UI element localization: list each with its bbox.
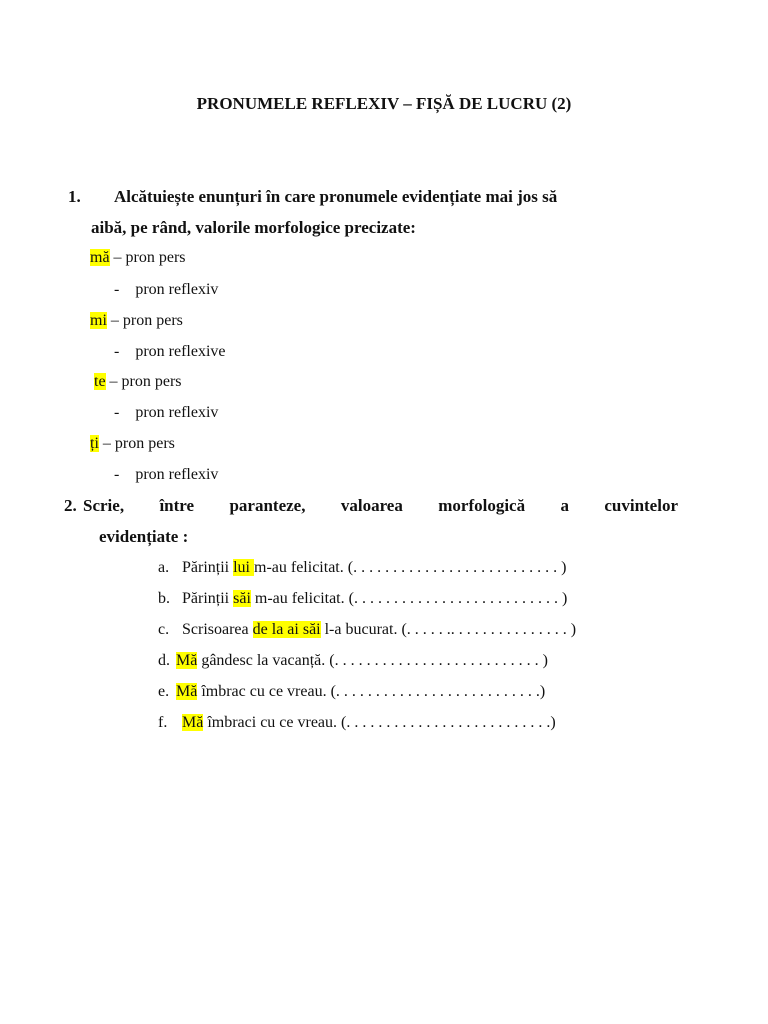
instruction-word: între [159, 496, 195, 515]
instruction-word: valoarea [340, 496, 403, 515]
highlighted-word: Mă [176, 683, 198, 700]
item-text: Scrisoarea [182, 621, 253, 638]
exercise-1-instruction-line1: Alcătuiește enunțuri în care pronumele evidențiate mai jos să [114, 187, 558, 206]
exercise-2-item-f-letter: f. [158, 714, 168, 731]
item-text: gândesc la vacanță. (. . . . . . . . . . . . . . . . . . . . . . . . . . ) [197, 652, 548, 669]
item-label: pron reflexiv [135, 466, 219, 483]
dash-bullet: - [114, 343, 120, 360]
highlighted-word: Mă [182, 714, 204, 731]
highlighted-word: te [94, 373, 106, 390]
item-label: – pron pers [109, 249, 186, 266]
instruction-word: Scrie, [83, 496, 125, 515]
dash-bullet: - [114, 281, 120, 298]
item-label: – pron pers [105, 373, 182, 390]
highlighted-word: de la ai săi [252, 621, 321, 638]
exercise-2-number: 2. [64, 496, 77, 515]
exercise-2-item-e-letter: e. [158, 683, 170, 700]
exercise-2-item-d [176, 652, 548, 670]
exercise-1-subitem-ti [114, 466, 218, 484]
item-label: pron reflexiv [135, 404, 219, 421]
highlighted-word: mă [90, 249, 110, 266]
item-text: m-au felicitat. (. . . . . . . . . . . . . . . . . . . . . . . . . . ) [254, 559, 567, 576]
instruction-word: a [560, 496, 569, 515]
dash-bullet: - [114, 466, 120, 483]
exercise-1-instruction-line2: aibă, pe rând, valorile morfologice precizate: [91, 218, 416, 237]
dash-bullet: - [114, 404, 120, 421]
exercise-1-item-mi [90, 312, 183, 330]
exercise-1-subitem-mi [114, 343, 226, 361]
exercise-1-item-te [94, 373, 182, 391]
item-text: îmbraci cu ce vreau. (. . . . . . . . . . . . . . . . . . . . . . . . . .) [203, 714, 556, 731]
exercise-2-item-e [176, 683, 545, 701]
instruction-word: paranteze, [229, 496, 306, 515]
item-text: l-a bucurat. (. . . . . .. . . . . . . . . . . . . . . ) [320, 621, 577, 638]
highlighted-word: mi [90, 312, 107, 329]
highlighted-word: lui [233, 559, 254, 576]
exercise-2-instruction-line1 [83, 496, 678, 516]
exercise-2-instruction-line2: evidențiate : [99, 527, 189, 546]
exercise-1-item-ti [90, 435, 175, 453]
exercise-2-item-c [182, 621, 576, 639]
exercise-1-subitem-ma [114, 281, 218, 299]
exercise-1-subitem-te [114, 404, 218, 422]
exercise-1-item-ma [90, 249, 186, 267]
exercise-2-item-c-letter: c. [158, 621, 170, 638]
item-text: m-au felicitat. (. . . . . . . . . . . . . . . . . . . . . . . . . . ) [250, 590, 568, 607]
exercise-2-item-a [182, 559, 566, 577]
exercise-2-item-b-letter: b. [158, 590, 170, 607]
item-text: Părinții [182, 590, 234, 607]
item-label: – pron pers [106, 312, 183, 329]
highlighted-word: săi [233, 590, 251, 607]
exercise-2-item-b [182, 590, 567, 608]
highlighted-word: Mă [176, 652, 198, 669]
item-text: Părinții [182, 559, 234, 576]
exercise-2-item-d-letter: d. [158, 652, 170, 669]
page-title: PRONUMELE REFLEXIV – FIȘĂ DE LUCRU (2) [196, 94, 572, 113]
item-label: pron reflexiv [135, 281, 219, 298]
instruction-word: morfologică [438, 496, 526, 515]
item-label: pron reflexive [135, 343, 226, 360]
highlighted-word: ți [90, 435, 99, 452]
exercise-1-number: 1. [68, 187, 81, 206]
exercise-2-item-f [182, 714, 556, 732]
item-text: îmbrac cu ce vreau. (. . . . . . . . . . . . . . . . . . . . . . . . . .) [197, 683, 546, 700]
exercise-2-item-a-letter: a. [158, 559, 170, 576]
item-label: – pron pers [98, 435, 175, 452]
instruction-word: cuvintelor [604, 496, 678, 515]
